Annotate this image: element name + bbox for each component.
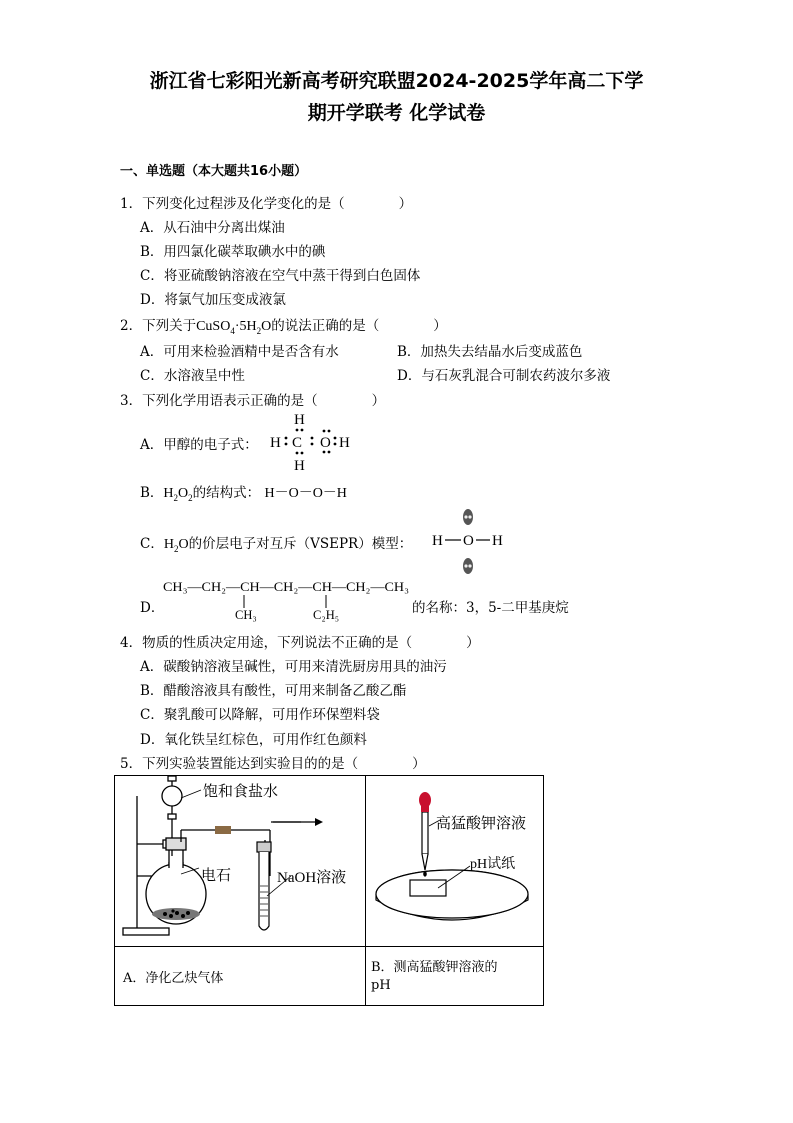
q3-option-a-label: A．甲醇的电子式： bbox=[140, 437, 258, 453]
svg-text:CH₃: CH₃ bbox=[235, 608, 257, 622]
q1-stem: 1．下列变化过程涉及化学变化的是（ ） bbox=[120, 196, 413, 212]
svg-text:高猛酸钾溶液: 高猛酸钾溶液 bbox=[436, 816, 527, 832]
q5-stem: 5．下列实验装置能达到实验目的的是（ ） bbox=[120, 756, 426, 772]
document-title-line1: 浙江省七彩阳光新高考研究联盟2024-2025学年高二下学 bbox=[149, 70, 644, 92]
svg-text:C₂H₅: C₂H₅ bbox=[313, 608, 340, 622]
q3-option-c: C．$H_2O$的价层电子对互斥（VSEPR）模型： bbox=[140, 536, 413, 554]
svg-text:pH试纸: pH试纸 bbox=[470, 857, 516, 872]
acetylene-apparatus-figure bbox=[115, 776, 365, 946]
svg-text:饱和食盐水: 饱和食盐水 bbox=[203, 784, 279, 800]
q2-option-a: A．可用来检验酒精中是否含有水 bbox=[140, 344, 339, 360]
q5-option-b-line1: B．测高猛酸钾溶液的 bbox=[371, 960, 498, 975]
svg-text:H: H bbox=[339, 435, 350, 451]
svg-text:H: H bbox=[294, 412, 305, 428]
svg-text:NaOH溶液: NaOH溶液 bbox=[277, 870, 347, 886]
q1-option-d: D．将氯气加压变成液氯 bbox=[140, 292, 286, 308]
ph-paper-figure bbox=[366, 776, 544, 946]
q5-apparatus-table bbox=[114, 775, 544, 1006]
svg-text:O: O bbox=[320, 435, 331, 451]
q3-stem: 3．下列化学用语表示正确的是（ ） bbox=[120, 393, 386, 409]
q4-option-c: C．聚乳酸可以降解，可用作环保塑料袋 bbox=[140, 707, 380, 723]
q5-option-b-line2: pH bbox=[371, 978, 391, 993]
svg-text:H: H bbox=[270, 435, 281, 451]
water-vsepr-model bbox=[430, 505, 510, 577]
q3-option-b: B．$H_2O_2$的结构式： H－O－O－H bbox=[140, 485, 347, 503]
q4-option-a: A．碳酸钠溶液呈碱性，可用来清洗厨房用具的油污 bbox=[140, 659, 447, 675]
svg-text:H: H bbox=[294, 458, 305, 474]
svg-text:C: C bbox=[292, 435, 303, 451]
q3-option-d-label: D． bbox=[140, 600, 165, 616]
q1-option-b: B．用四氯化碳萃取碘水中的碘 bbox=[140, 244, 326, 260]
svg-text:电石: 电石 bbox=[201, 868, 232, 884]
q5-option-a: A．净化乙炔气体 bbox=[123, 971, 224, 986]
svg-text:H: H bbox=[432, 533, 443, 549]
alkane-structure bbox=[160, 575, 412, 625]
svg-text:O: O bbox=[463, 533, 474, 549]
q4-option-b: B．醋酸溶液具有酸性，可用来制备乙酸乙酯 bbox=[140, 683, 407, 699]
svg-text:CH₃—CH₂—CH—CH₂—CH—CH₂—CH₃: CH₃—CH₂—CH—CH₂—CH—CH₂—CH₃ bbox=[163, 580, 409, 594]
methanol-electron-formula bbox=[266, 410, 356, 474]
q3-option-d-name: 的名称：3，5-二甲基庚烷 bbox=[412, 600, 569, 616]
q2-option-b: B．加热失去结晶水后变成蓝色 bbox=[397, 344, 583, 360]
q4-option-d: D．氧化铁呈红棕色，可用作红色颜料 bbox=[140, 732, 367, 748]
q2-option-d: D．与石灰乳混合可制农药波尔多液 bbox=[397, 368, 611, 384]
q2-option-c: C．水溶液呈中性 bbox=[140, 368, 245, 384]
svg-text:H: H bbox=[492, 533, 503, 549]
q2-stem: 2．下列关于$CuSO_4\cdot 5H_2O$的说法正确的是（ ） bbox=[120, 318, 447, 336]
q1-option-c: C．将亚硫酸钠溶液在空气中蒸干得到白色固体 bbox=[140, 268, 421, 284]
document-title-line2: 期开学联考 化学试卷 bbox=[307, 102, 486, 124]
q4-stem: 4．物质的性质决定用途，下列说法不正确的是（ ） bbox=[120, 635, 480, 651]
q1-option-a: A．从石油中分离出煤油 bbox=[140, 220, 285, 236]
section-heading: 一、单选题（本大题共16小题） bbox=[120, 164, 308, 179]
